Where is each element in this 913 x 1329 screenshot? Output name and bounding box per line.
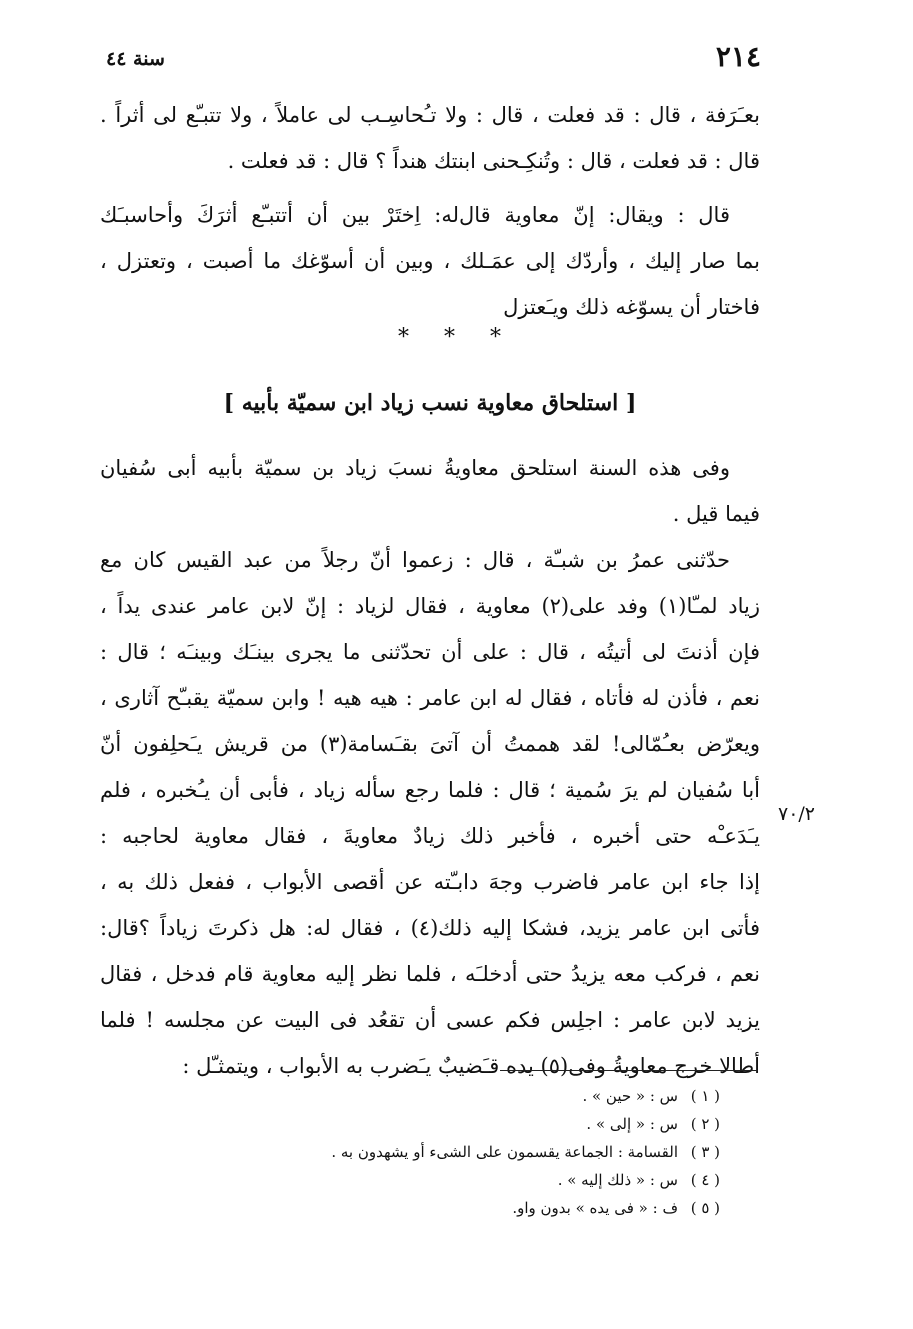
footnote-number: ( ٤ ) — [690, 1171, 720, 1189]
paragraph-4 — [100, 537, 760, 1089]
running-header-year: سنة ٤٤ — [106, 48, 165, 70]
margin-reference: ٧٠/٢ — [778, 803, 816, 825]
footnote-divider — [500, 1070, 758, 1071]
text-line: فيما قيل . — [672, 502, 760, 526]
text-line: أبا سُفيان لم يرَ سُمية ؛ قال : فلما رجع سأله زياد ، فأبى أن يـُخبره ، فلم — [100, 778, 760, 802]
text-line: وفى هذه السنة استلحق معاويةُ نسبَ زياد بن سميّة بأبيه أبى سُفيان — [100, 456, 730, 480]
footnote-text: القسامة : الجماعة يقسمون على الشىء أو يشهدون به . — [331, 1143, 678, 1161]
footnote — [300, 1166, 720, 1194]
footnote-number: ( ١ ) — [690, 1087, 720, 1105]
section-separator: * * * — [398, 325, 515, 350]
footnote-number: ( ٣ ) — [690, 1143, 720, 1161]
footnote-number: ( ٥ ) — [690, 1199, 720, 1217]
text-line: أطالا خرج معاويةُ وفى(٥) يده قـَضيبٌ يـَضرب به الأبواب ، ويتمثـّل : — [182, 1054, 760, 1078]
footnote-number: ( ٢ ) — [690, 1115, 720, 1133]
text-line: فاختار أن يسوّغه ذلك ويـَعتزل — [503, 295, 760, 319]
section-title: [ استلحاق معاوية نسب زياد ابن سميّة بأبيه ] — [223, 390, 637, 416]
text-line: يزيد لابن عامر : اجلِس فكم عسى أن تقعُد فى البيت عن مجلسه ! فلما — [100, 1008, 760, 1032]
text-line: بعـَرَفة ، قال : قد فعلت ، قال : ولا تـُحاسِـب لى عاملاً ، ولا تتبـّع لى أثراً . — [100, 103, 760, 127]
text-line: ويعرّض بعـُمّالى! لقد هممتُ أن آتىَ بقـَسامة(٣) من قريش يـَحلِفون أنّ — [100, 732, 760, 756]
text-line: نعم ، فركب معه يزيدُ حتى أدخلـَه ، فلما نظر إليه معاوية قام فدخل ، فقال — [100, 962, 760, 986]
text-line: زياد لمـّا(١) وفد على(٢) معاوية ، فقال لزياد : إنّ لابن عامر عندى يداً ، — [100, 594, 760, 618]
text-line: حدّثنى عمرُ بن شبـّة ، قال : زعموا أنّ رجلاً من عبد القيس كان مع — [100, 548, 730, 572]
text-line: إذا جاء ابن عامر فاضرب وجهَ دابـّته عن أقصى الأبواب ، ففعل ذلك به ، — [100, 870, 760, 894]
footnote-text: س : « إلى » . — [586, 1115, 678, 1133]
text-line: فأتى ابن عامر يزيد، فشكا إليه ذلك(٤) ، فقال له: هل ذكرتَ زياداً ؟قال: — [100, 916, 760, 940]
text-line: قال : قد فعلت ، قال : وتُنكِـحنى ابنتك هنداً ؟ قال : قد فعلت . — [227, 149, 760, 173]
footnote-text: س : « حين » . — [582, 1087, 678, 1105]
text-line: نعم ، فأذن له فأتاه ، فقال له ابن عامر : هيه هيه ! وابن سميّة يقبـّح آثارى ، — [100, 686, 760, 710]
text-line: بما صار إليك ، وأردّك إلى عمَـلك ، وبين أن أسوّغك ما أصبت ، وتعتزل ، — [100, 249, 760, 273]
page-number: ٢١٤ — [715, 40, 761, 73]
text-line: فإن أذنتَ لى أتيتُه ، قال : على أن تحدّثنى ما يجرى بينـَك وبينـَه ؛ قال : — [100, 640, 760, 664]
paragraph-1 — [100, 92, 760, 184]
text-line: يـَدَعـْه حتى أخبره ، فأخبر ذلك زيادٌ معاويةَ ، فقال معاوية لحاجبه : — [100, 824, 760, 848]
footnote-text: ف : « فى يده » بدون واو. — [512, 1199, 678, 1217]
paragraph-3 — [100, 445, 760, 537]
paragraph-2 — [100, 192, 760, 330]
footnotes — [300, 1082, 720, 1222]
footnote — [300, 1082, 720, 1110]
text-line: قال : ويقال: إنّ معاوية قال‌له: اِختَرْ بين أن أتتبـّع أثرَكَ وأحاسبـَك — [100, 203, 730, 227]
footnote-text: س : « ذلك إليه » . — [557, 1171, 678, 1189]
footnote — [300, 1110, 720, 1138]
footnote — [300, 1194, 720, 1222]
footnote — [300, 1138, 720, 1166]
